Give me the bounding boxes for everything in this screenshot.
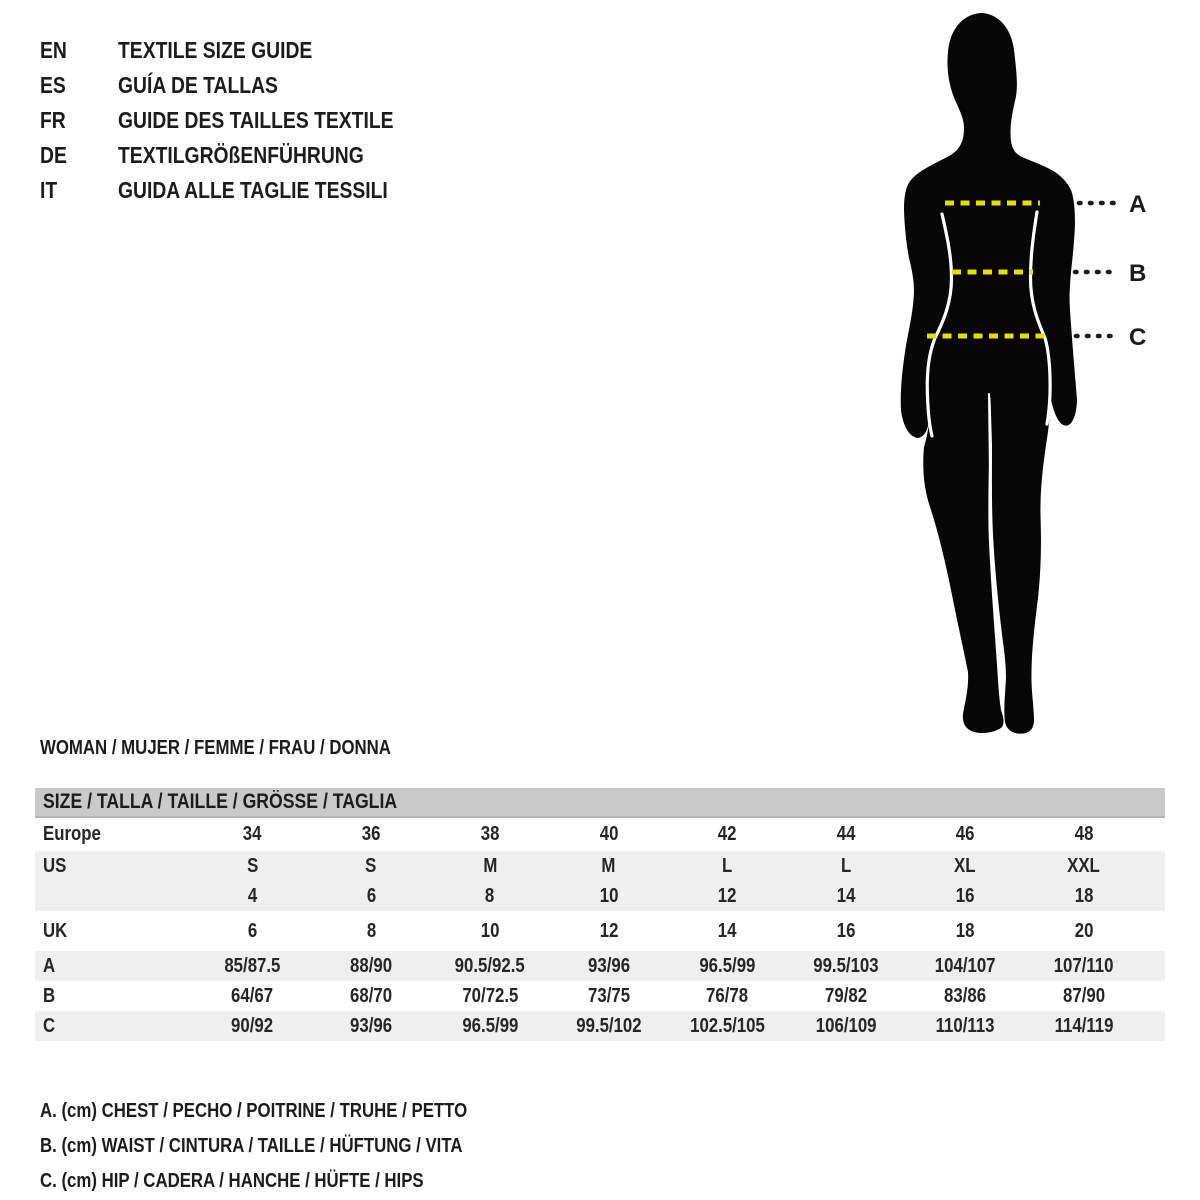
size-value [549,1015,668,1038]
legend-line-chest [40,1094,549,1129]
size-value-text: 107/110 [1053,954,1114,977]
chest-label-a: A [1129,191,1147,218]
size-value-text: 8 [366,919,376,942]
size-value [787,823,906,846]
legend-line-waist [40,1129,549,1164]
size-value [312,885,431,908]
size-value [787,885,906,908]
size-value-text: 106/109 [815,1014,877,1037]
size-value-text: M [482,854,497,877]
size-value [906,985,1025,1008]
size-value [668,823,787,846]
size-value-text: 44 [836,823,856,845]
size-value [1024,985,1143,1008]
language-code-cell [40,107,118,134]
size-value-text: 96.5/99 [461,1014,518,1037]
size-value [1024,920,1143,943]
measurement-legend [40,1094,549,1199]
language-title-list [40,33,446,208]
language-row-it [40,173,446,208]
size-value [431,920,550,943]
size-value [549,885,668,908]
size-value [431,823,550,846]
size-value [906,955,1025,978]
size-value-text: 6 [247,919,258,942]
leg-gap-line [989,394,990,475]
size-value-text: XL [954,854,976,877]
size-value-text: 14 [836,884,856,907]
row-label-text: C [43,1014,56,1037]
language-code: EN [40,37,67,63]
size-value [668,1015,787,1038]
size-value [549,985,668,1008]
size-value [312,985,431,1008]
guide-title-cell [118,107,446,134]
size-value-text: 20 [1074,919,1093,942]
size-value-text: 88/90 [350,954,393,977]
row-label [35,955,193,978]
size-value-text: 104/107 [934,954,996,977]
guide-title-cell [118,177,439,204]
size-value [193,955,312,978]
size-value-text: 93/96 [350,1014,393,1037]
size-row-uk [35,911,1165,951]
size-value [549,920,668,943]
size-value-text: L [840,854,852,877]
size-value [431,855,550,878]
size-value-text: 73/75 [587,984,630,1007]
size-value-text: 48 [1074,823,1093,845]
size-value [193,985,312,1008]
size-value [787,985,906,1008]
size-value [549,823,668,846]
guide-title: TEXTILGRÖßENFÜHRUNG [118,142,364,168]
language-code: DE [40,142,67,168]
row-label-text: UK [43,919,68,942]
size-row-us-number [35,881,1165,911]
row-label [35,885,193,908]
language-code-cell [40,72,118,99]
size-value [312,920,431,943]
size-value-text: 12 [599,919,618,942]
size-value [1024,855,1143,878]
size-value-text: 10 [599,884,618,907]
size-value [1024,823,1143,846]
size-value [549,855,668,878]
size-value-text: 6 [366,884,376,907]
guide-title: GUÍA DE TALLAS [118,72,278,98]
language-row-en [40,33,446,68]
size-value-text: 12 [718,884,737,907]
size-row-b [35,981,1165,1011]
size-value [906,855,1025,878]
legend-text: B. (cm) WAIST / CINTURA / TAILLE / HÜFTUNG / VITA [40,1135,463,1157]
size-value [668,955,787,978]
size-value-text: 14 [718,919,737,942]
row-label-text: US [43,854,67,877]
guide-title-cell [118,37,349,64]
size-value-text: 85/87.5 [224,954,281,977]
size-value [1024,885,1143,908]
size-value-text: 18 [955,919,975,942]
size-value [193,1015,312,1038]
language-code-cell [40,142,118,169]
guide-title: TEXTILE SIZE GUIDE [118,37,313,63]
size-value [193,920,312,943]
size-value [787,920,906,943]
size-value [668,885,787,908]
size-row-a [35,951,1165,981]
section-title [40,737,458,760]
size-value [193,855,312,878]
size-value [431,955,550,978]
row-label [35,1015,193,1038]
size-value-text: 64/67 [231,984,274,1007]
hip-label-c: C [1129,324,1147,351]
language-row-es [40,68,446,103]
language-code-cell [40,177,118,204]
size-value [193,823,312,846]
row-label-text: Europe [43,823,101,845]
size-value [668,855,787,878]
size-value-text: 99.5/102 [575,1014,642,1037]
size-value-text: 83/86 [943,984,986,1007]
size-value [312,823,431,846]
waist-label-b: B [1129,260,1147,287]
size-value [906,1015,1025,1038]
size-value [1024,1015,1143,1038]
legend-text: C. (cm) HIP / CADERA / HANCHE / HÜFTE / HIPS [40,1170,424,1192]
size-value-text: 36 [361,823,381,845]
size-value-text: 96.5/99 [699,954,756,977]
size-value-text: 18 [1074,884,1093,907]
size-table-body [35,818,1165,1041]
size-table [35,788,1165,1041]
size-value [787,1015,906,1038]
size-value-text: 42 [718,823,737,845]
size-value-text: 110/113 [935,1014,995,1037]
size-row-us [35,851,1165,881]
size-value-text: 68/70 [350,984,393,1007]
row-label [35,920,193,943]
size-value-text: 70/72.5 [461,984,518,1007]
size-value [668,920,787,943]
size-value [431,1015,550,1038]
size-value [312,855,431,878]
guide-title: GUIDA ALLE TAGLIE TESSILI [118,177,388,203]
size-value [431,885,550,908]
size-row-europe [35,818,1165,851]
size-row-c [35,1011,1165,1041]
row-label-text: A [43,954,56,977]
guide-title: GUIDE DES TAILLES TEXTILE [118,107,394,133]
language-code: IT [40,177,58,203]
language-code: ES [40,72,66,98]
size-value [787,955,906,978]
guide-title-cell [118,72,308,99]
size-value-text: 16 [836,919,856,942]
size-value [906,823,1025,846]
legend-text: A. (cm) CHEST / PECHO / POITRINE / TRUHE / PETTO [40,1100,468,1122]
size-value-text: 87/90 [1062,984,1105,1007]
language-code: FR [40,107,66,133]
size-value-text: 90.5/92.5 [454,954,525,977]
language-row-fr [40,103,446,138]
section-title-text: WOMAN / MUJER / FEMME / FRAU / DONNA [40,737,391,759]
size-value [906,885,1025,908]
size-value-text: S [246,854,258,877]
size-table-header [35,788,1165,818]
size-value-text: 90/92 [231,1014,274,1037]
size-value-text: 93/96 [587,954,630,977]
size-value-text: 16 [955,884,975,907]
size-value-text: XXL [1067,854,1100,877]
size-value [431,985,550,1008]
size-value-text: 114/119 [1054,1014,1114,1037]
legend-line-hip [40,1164,549,1199]
row-label [35,823,193,846]
size-value-text: 38 [480,823,500,845]
size-value-text: 102.5/105 [689,1014,765,1037]
size-value [549,955,668,978]
row-label [35,855,193,878]
size-value [906,920,1025,943]
size-value-text: 4 [247,884,258,907]
size-value-text: 79/82 [825,984,868,1007]
row-label [35,985,193,1008]
size-value-text: S [365,854,377,877]
size-value-text: 40 [599,823,618,845]
size-table-header-text: SIZE / TALLA / TAILLE / GRÖSSE / TAGLIA [43,790,398,813]
size-value [1024,955,1143,978]
size-value-text: 46 [955,823,975,845]
size-value-text: L [722,854,733,877]
size-value-text: 8 [485,884,495,907]
guide-title-cell [118,142,411,169]
size-value [312,1015,431,1038]
woman-silhouette-figure [860,0,1200,760]
size-value [668,985,787,1008]
row-label-text: B [43,984,56,1007]
size-value-text: 10 [480,919,500,942]
size-value-text: 34 [243,823,262,845]
language-row-de [40,138,446,173]
size-value-text: 99.5/103 [813,954,879,977]
size-value [787,855,906,878]
size-value [312,955,431,978]
size-value-text: M [601,854,616,877]
size-value [193,885,312,908]
size-value-text: 76/78 [706,984,749,1007]
language-code-cell [40,37,118,64]
